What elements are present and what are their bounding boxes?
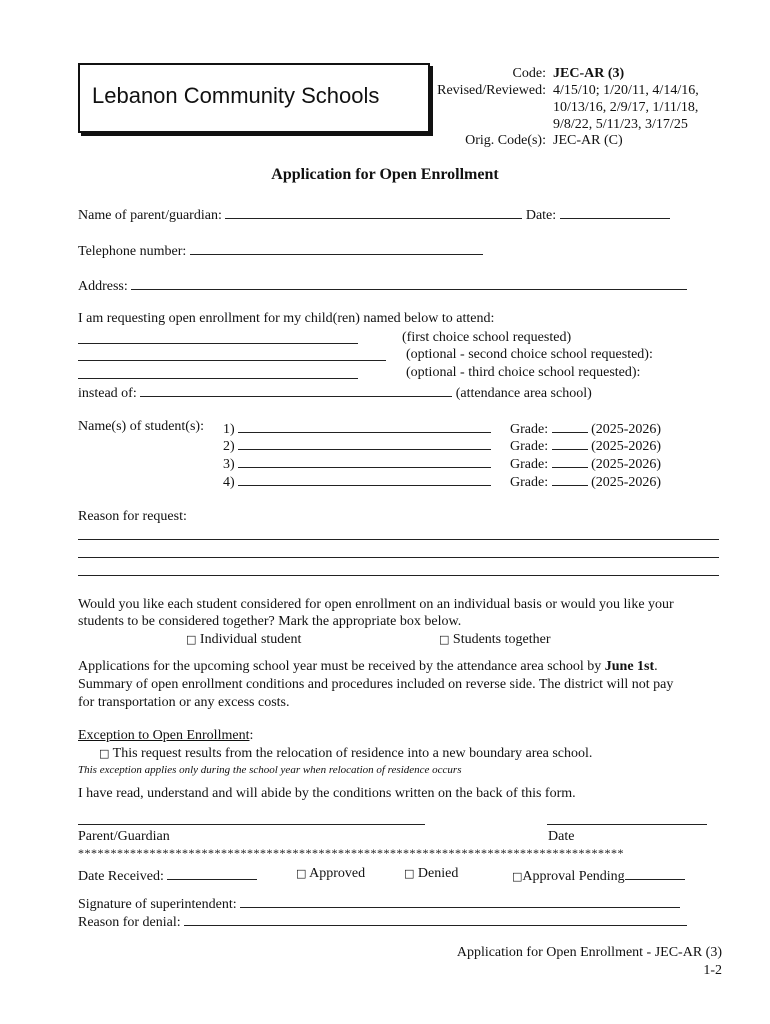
first-choice-label: (first choice school requested)	[402, 330, 572, 345]
footer-doc-name: Application for Open Enrollment - JEC-AR (3)	[456, 945, 722, 960]
exception-heading-text: Exception to Open Enrollment	[78, 728, 250, 743]
separator: ************************************************************************************	[78, 846, 624, 860]
together-option-label: Students together	[452, 632, 551, 647]
parent-name-label: Name of parent/guardian:	[78, 208, 222, 223]
reason-line[interactable]	[78, 575, 719, 576]
attendance-area-label: (attendance area school)	[455, 386, 592, 401]
date-label: Date:	[525, 208, 557, 223]
reason-denial-label: Reason for denial:	[78, 915, 181, 930]
deadline-text: Applications for the upcoming school year must be received by the attendance area school by	[78, 659, 605, 674]
student-num: 4)	[223, 475, 235, 490]
students-label: Name(s) of student(s):	[78, 419, 204, 434]
denied-label: Denied	[417, 866, 459, 881]
revised-label: Revised/Reviewed:	[437, 83, 546, 98]
student-num: 2)	[223, 439, 235, 454]
individual-option-label: Individual student	[199, 632, 302, 647]
together-option[interactable]	[439, 632, 551, 648]
student-name-field[interactable]	[238, 472, 491, 486]
student-grade-row	[510, 436, 661, 455]
deadline-line-2: Summary of open enrollment conditions and procedures included on reverse side. The district will not pay	[78, 677, 674, 692]
checkbox-icon[interactable]: □	[512, 870, 523, 883]
telephone-label: Telephone number:	[78, 244, 187, 259]
student-row	[223, 436, 491, 455]
school-year: (2025-2026)	[591, 475, 662, 490]
exception-note: This exception applies only during the school year when relocation of residence occurs	[78, 764, 462, 776]
school-year: (2025-2026)	[591, 422, 662, 437]
grade-label: Grade:	[510, 475, 549, 490]
page-title: Application for Open Enrollment	[271, 166, 499, 183]
consideration-question-1: Would you like each student considered for open enrollment on an individual basis or would you like your	[78, 597, 674, 612]
reason-line[interactable]	[78, 557, 719, 558]
reason-denial-row	[78, 912, 687, 931]
date-received-field[interactable]	[167, 866, 257, 880]
school-year: (2025-2026)	[591, 439, 662, 454]
code-label: Code:	[512, 66, 546, 81]
district-name: Lebanon Community Schools	[92, 83, 380, 108]
denied-option[interactable]	[404, 866, 458, 882]
telephone-row	[78, 241, 483, 260]
deadline-line-1	[78, 659, 658, 675]
instead-of-label: instead of:	[78, 386, 137, 401]
checkbox-icon[interactable]: □	[99, 747, 110, 760]
exception-option-label: This request results from the relocation of residence into a new boundary area school.	[112, 746, 593, 761]
superintendent-row	[78, 894, 680, 913]
student-row	[223, 472, 491, 491]
student-grade-row	[510, 472, 661, 491]
deadline-period: .	[654, 659, 658, 674]
exception-option[interactable]	[99, 746, 592, 762]
consideration-question-2: students to be considered together? Mark the appropriate box below.	[78, 614, 462, 629]
first-choice-field[interactable]	[78, 343, 358, 344]
reason-denial-field[interactable]	[184, 912, 687, 926]
approval-pending-label: Approval Pending	[522, 869, 625, 884]
student-row	[223, 454, 491, 473]
student-num: 1)	[223, 422, 235, 437]
approval-pending-option[interactable]	[512, 866, 685, 885]
approved-label: Approved	[309, 866, 366, 881]
parent-name-row	[78, 205, 670, 224]
request-intro: I am requesting open enrollment for my child(ren) named below to attend:	[78, 311, 495, 326]
superintendent-signature-field[interactable]	[240, 894, 680, 908]
grade-field[interactable]	[552, 436, 588, 450]
parent-signature-label: Parent/Guardian	[78, 829, 170, 844]
date-received-label: Date Received:	[78, 869, 164, 884]
code-value: JEC-AR (3)	[553, 66, 625, 81]
school-year: (2025-2026)	[591, 457, 662, 472]
revised-line-2: 10/13/16, 2/9/17, 1/11/18,	[553, 100, 699, 115]
checkbox-icon[interactable]: □	[439, 633, 450, 646]
individual-option[interactable]	[186, 632, 301, 648]
grade-field[interactable]	[552, 419, 588, 433]
parent-signature-field[interactable]	[78, 824, 425, 825]
student-name-field[interactable]	[238, 454, 491, 468]
address-field[interactable]	[131, 276, 687, 290]
revised-line-3: 9/8/22, 5/11/23, 3/17/25	[553, 117, 688, 132]
revised-line-1: 4/15/10; 1/20/11, 4/14/16,	[553, 83, 699, 98]
telephone-field[interactable]	[190, 241, 483, 255]
checkbox-icon[interactable]: □	[186, 633, 197, 646]
parent-name-field[interactable]	[225, 205, 522, 219]
approval-pending-field[interactable]	[625, 866, 685, 880]
grade-field[interactable]	[552, 454, 588, 468]
deadline-date: June 1st	[604, 659, 655, 674]
exception-heading	[78, 728, 253, 744]
district-logo-box	[78, 63, 430, 133]
exception-heading-colon: :	[249, 728, 254, 743]
superintendent-label: Signature of superintendent:	[78, 897, 237, 912]
reason-line[interactable]	[78, 539, 719, 540]
checkbox-icon[interactable]: □	[404, 867, 415, 880]
address-label: Address:	[78, 279, 128, 294]
checkbox-icon[interactable]: □	[296, 867, 307, 880]
second-choice-label: (optional - second choice school requested):	[406, 347, 653, 362]
signature-date-label: Date	[548, 829, 575, 844]
signature-date-field[interactable]	[547, 824, 707, 825]
date-received-row	[78, 866, 257, 885]
student-name-field[interactable]	[238, 419, 491, 433]
address-row	[78, 276, 687, 295]
student-name-field[interactable]	[238, 436, 491, 450]
orig-code-label: Orig. Code(s):	[465, 133, 546, 148]
attendance-school-field[interactable]	[140, 383, 452, 397]
third-choice-field[interactable]	[78, 378, 358, 379]
third-choice-label: (optional - third choice school requested):	[406, 365, 641, 380]
second-choice-field[interactable]	[78, 360, 386, 361]
agreement-text: I have read, understand and will abide by the conditions written on the back of this form.	[78, 786, 576, 801]
orig-code-value: JEC-AR (C)	[553, 133, 623, 148]
footer-page-number: 1-2	[703, 963, 722, 978]
grade-label: Grade:	[510, 422, 549, 437]
date-field[interactable]	[560, 205, 670, 219]
reason-label: Reason for request:	[78, 509, 187, 524]
grade-field[interactable]	[552, 472, 588, 486]
grade-label: Grade:	[510, 439, 549, 454]
student-grade-row	[510, 454, 661, 473]
grade-label: Grade:	[510, 457, 549, 472]
approved-option[interactable]	[296, 866, 365, 882]
instead-of-row	[78, 383, 592, 402]
student-num: 3)	[223, 457, 235, 472]
deadline-line-3: for transportation or any excess costs.	[78, 695, 290, 710]
